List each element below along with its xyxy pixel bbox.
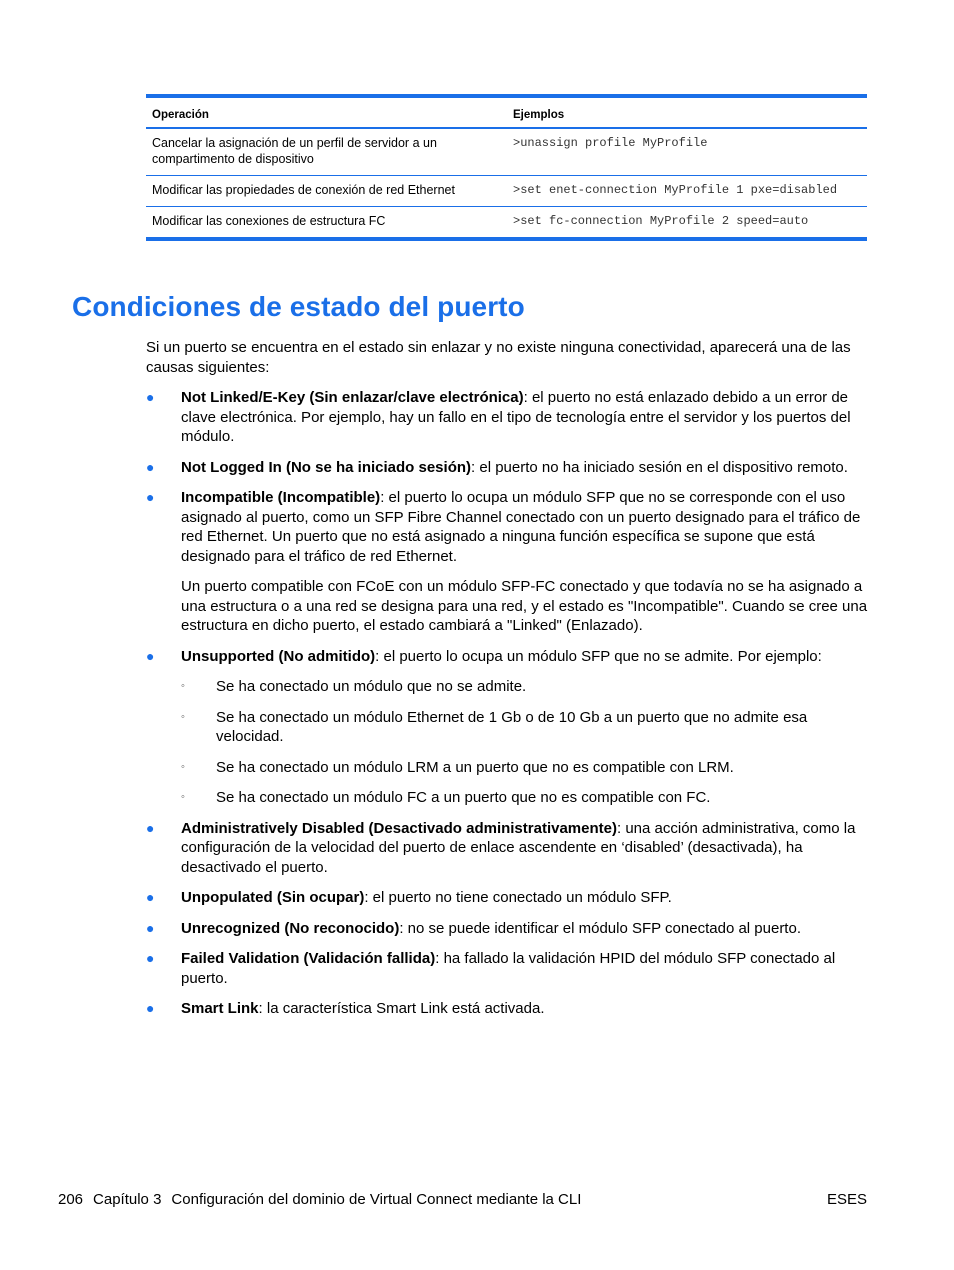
sub-list-item	[181, 788, 870, 808]
language-code: ESES	[826, 1191, 867, 1208]
status-list	[146, 388, 870, 1019]
bullet-icon: ●	[146, 889, 155, 905]
item-term: Failed Validation (Validación fallida)	[181, 950, 436, 967]
item-text: : el puerto no ha iniciado sesión en el dispositivo remoto.	[471, 458, 848, 476]
sub-list	[181, 677, 870, 808]
circle-bullet-icon: ◦	[181, 680, 185, 692]
table-row	[146, 176, 867, 207]
table-header-examples: Ejemplos	[513, 109, 565, 121]
list-item	[146, 488, 870, 636]
chapter-title: Configuración del dominio de Virtual Connect mediante la CLI	[171, 1191, 582, 1208]
bullet-icon: ●	[146, 647, 155, 664]
table-row	[146, 207, 867, 237]
item-term: Unrecognized (No reconocido)	[181, 919, 400, 937]
sub-item-text: Se ha conectado un módulo LRM a un puerto que no es compatible con LRM.	[216, 758, 734, 776]
list-item	[146, 999, 870, 1019]
footer-left	[58, 1191, 591, 1208]
item-text: : no se puede identificar el módulo SFP conectado al puerto.	[399, 919, 801, 937]
bullet-icon: ●	[146, 458, 155, 475]
circle-bullet-icon: ◦	[181, 760, 185, 773]
item-term: Not Linked/E-Key (Sin enlazar/clave electrónica)	[181, 389, 524, 406]
circle-bullet-icon: ◦	[181, 710, 185, 723]
item-extra-paragraph: Un puerto compatible con FCoE con un módulo SFP-FC conectado y que todavía no se ha asignado a una estructura o a una red se designa para una red, y el estado es "Incompatible". Cuando se cree una estructura en dicho puerto, el estado cambiará a "Linked" (Enlazado).	[181, 578, 868, 634]
table-header-operation: Operación	[152, 109, 209, 121]
page-footer	[58, 1191, 867, 1208]
item-text: : una acción administrativa, como la configuración de la velocidad del puerto de enlace ascendente en ‘disabled’ (desactivada), ha desactivado el puerto.	[181, 819, 856, 876]
item-term: Unpopulated (Sin ocupar)	[181, 889, 365, 906]
list-item	[146, 949, 870, 988]
item-text: : el puerto no está enlazado debido a un error de clave electrónica. Por ejemplo, hay un fallo en el tipo de tecnología entre el servidor y los puertos del módulo.	[181, 389, 851, 445]
bullet-icon: ●	[146, 489, 155, 505]
sub-list-item	[181, 708, 870, 747]
item-term: Unsupported (No admitido)	[181, 647, 376, 665]
table-row	[146, 129, 867, 176]
bullet-icon: ●	[146, 950, 155, 966]
sub-list-item	[181, 758, 870, 778]
chapter-label: Capítulo 3	[93, 1191, 162, 1208]
sub-item-text: Se ha conectado un módulo Ethernet de 1 Gb o de 10 Gb a un puerto que no admite esa velocidad.	[216, 708, 808, 745]
item-text: : el puerto no tiene conectado un módulo SFP.	[364, 889, 672, 906]
table-header-row	[146, 98, 867, 129]
list-item	[146, 458, 870, 478]
table-cell-example: >set fc-connection MyProfile 2 speed=auto	[513, 214, 809, 228]
bullet-icon: ●	[146, 819, 155, 836]
list-item	[146, 388, 870, 447]
table-cell-operation: Cancelar la asignación de un perfil de servidor a un compartimento de dispositivo	[152, 136, 437, 166]
list-item	[146, 647, 870, 808]
item-text: : el puerto lo ocupa un módulo SFP que no se corresponde con el uso asignado al puerto, como un SFP Fibre Channel conectado con un puerto designado para el tráfico de red Ethernet. Un puerto que no está asignado a ninguna función específica se supone que está designado para el tráfico de red Ethernet.	[181, 489, 861, 565]
item-text: : la característica Smart Link está activada.	[258, 1000, 545, 1017]
circle-bullet-icon: ◦	[181, 791, 185, 803]
item-text: : ha fallado la validación HPID del módulo SFP conectado al puerto.	[181, 950, 836, 987]
bullet-icon: ●	[146, 919, 155, 936]
table-cell-example: >set enet-connection MyProfile 1 pxe=disabled	[513, 183, 838, 197]
sub-item-text: Se ha conectado un módulo que no se admite.	[216, 678, 527, 695]
item-text: : el puerto lo ocupa un módulo SFP que no se admite. Por ejemplo:	[375, 647, 822, 665]
page-number: 206	[58, 1191, 84, 1208]
item-term: Administratively Disabled (Desactivado administrativamente)	[181, 819, 617, 837]
table-cell-example: >unassign profile MyProfile	[513, 136, 708, 150]
item-term: Incompatible (Incompatible)	[181, 489, 381, 506]
sub-list-item	[181, 677, 870, 697]
list-item	[146, 919, 870, 939]
intro-paragraph: Si un puerto se encuentra en el estado sin enlazar y no existe ninguna conectividad, aparecerá una de las causas siguientes:	[146, 339, 851, 376]
sub-item-text: Se ha conectado un módulo FC a un puerto que no es compatible con FC.	[216, 789, 711, 806]
table-cell-operation: Modificar las propiedades de conexión de red Ethernet	[152, 183, 455, 197]
bullet-icon: ●	[146, 389, 155, 405]
table-cell-operation: Modificar las conexiones de estructura FC	[152, 214, 386, 228]
list-item	[146, 888, 870, 908]
list-item	[146, 819, 870, 878]
section-body	[146, 338, 870, 1030]
examples-table	[146, 94, 867, 241]
section-title: Condiciones de estado del puerto	[72, 291, 525, 322]
bullet-icon: ●	[146, 1000, 155, 1016]
item-term: Not Logged In (No se ha iniciado sesión)	[181, 458, 472, 476]
item-term: Smart Link	[181, 1000, 259, 1017]
